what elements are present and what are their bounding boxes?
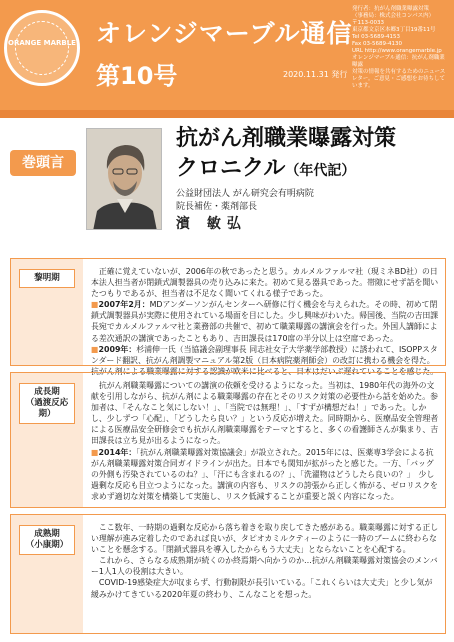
article-title-line2: クロニクル — [176, 156, 286, 181]
issue-number: 第10号 — [96, 62, 178, 90]
paragraph: 抗がん剤職業曝露についての講演の依頼を受けるようになった。当初は、1980年代の海外の文献を引用しながら、抗がん剤による職業曝露の存在とそのリスク対策の必要性から話を始めた。参加者は、「そんなこと気にしない！」、「当院では無理！」、「すずが構想だね！」であった。しかし、少しずつ「心配」、「どうしたら良い？」という反応が増えた。同時期から、医療品安全管理者による医療品安全研修会でも抗がん剤職業曝露をテーマとすると、多くの看護師さんが集まり、吉田課長は立ち見が出るようになった。 — [91, 381, 439, 446]
orange-marble-logo — [4, 10, 80, 86]
paragraph-lead: 2007年2月： — [98, 300, 150, 310]
newsletter-title: オレンジマーブル通信 — [96, 19, 353, 48]
paragraph: これから、さらなる成熟期が続くのか終焉期へ向かうのか…抗がん剤職業曝露対策協会のメンバー1人1人の役割は大きい。 — [91, 556, 438, 577]
paragraph-text: 杉浦伸一氏（当協議会副理事長 同志社女子大学薬学部教授）に誘われて、ISOPPスタンダード翻訳、抗がん剤調製マニュアル第2版（日本病院薬剤師会）の改訂に携わる機会を得た。抗がん剤による職業曝露に対する認識が欧米に比べると、日本はだいぶ遅れていることを感じた。 — [91, 344, 439, 376]
paragraph: ここ数年、一時期の過剰な反応から落ち着きを取り戻してきた感がある。職業曝露に対する正しい理解が進み定着したのであれば良いが、タピオカミルクティーのように一時のブームに終わらないことを懸念する。「閉鎖式器具を導入したからもう大丈夫」とならないことを心配する。 — [91, 523, 439, 555]
square-bullet-icon: ■ — [91, 300, 99, 310]
section-box-maturity — [10, 514, 446, 634]
paragraph-text: 「抗がん剤職業曝露対策協議会」が設立された。2015年には、医薬専3学会による抗がん剤職業曝露対策合同ガイドラインが出た。日本でも関知が拡がったと感じた。一方、「バッグの外側も汚染されているのね？」、「汗にも含まれるの？」、「洗濯物はどうしたら良いの？」 少し過剰な反応も目立つようになった。講演の内容も、リスクの誇張から正しく怖がる、ゼロリスクを求めず適切な対策を構築して実施し、リスク低減することが重要と説く内容になった。 — [91, 447, 438, 501]
paragraph: 正確に覚えていないが、2006年の秋であったと思う。カルメルファルマ社（現ミネBD社）の日本法人担当者が閉鎖式調製器具の売り込みに来た。初めて見る器具であった。帯隙にせず話を聞いたつもりであるが、担当者は不足なく聞いてくれる様子であった。 — [91, 267, 439, 299]
portrait-icon — [87, 129, 162, 230]
paragraph-text: MDアンダーソンがんセンターへ研修に行く機会を与えられた。その時、初めて閉鎖式調製器具が実際に使用されている場面を目にした。少し興味がわいた。帰国後、当院の吉田課長宛でカルメルファルマ社と業務部の共催で、初めて職業曝露の講演会を行った。外国人講師による差次通訳の講演であったこともあり、吉田課長は170席の半分以上は空席であった。 — [91, 300, 439, 343]
section-label: 巻頭言 — [10, 150, 76, 176]
section-side — [11, 259, 83, 365]
logo-text: ORANGE MARBLE — [8, 39, 76, 47]
paragraph: COVID-19感染症大が収まらず、行動制限が長引いている。「これくらいは大丈夫」と少し気が緩みかけてきている2020年夏の終わり、こんなことを想った。 — [91, 578, 433, 599]
author-name: 濱 敏弘 — [176, 216, 247, 232]
article-title — [176, 124, 396, 186]
header-stripe — [0, 110, 454, 118]
paragraph-lead: 2014年： — [98, 447, 137, 457]
logo-ring — [15, 21, 69, 75]
section-side — [11, 373, 83, 507]
article-title-line1: 抗がん剤職業曝露対策 — [176, 126, 397, 151]
section-period-label: 黎明期 — [19, 269, 75, 288]
section-box-dawn — [10, 258, 446, 376]
paragraph — [91, 447, 439, 502]
section-period-label: 成熟期 （小康期） — [19, 525, 75, 555]
section-body — [91, 266, 439, 377]
section-body — [91, 522, 439, 600]
section-box-growth — [10, 372, 446, 508]
square-bullet-icon: ■ — [91, 447, 99, 457]
author-photo — [86, 128, 162, 230]
article-title-sub: （年代記） — [285, 163, 356, 179]
newsletter-header — [0, 0, 454, 118]
section-side — [11, 515, 83, 633]
paragraph-lead: 2009年： — [98, 344, 137, 354]
section-body — [91, 380, 439, 502]
paragraph — [91, 299, 439, 343]
issue-date: 2020.11.31 発行 — [283, 70, 348, 79]
author-affiliation: 公益財団法人 がん研究会有明病院 院長補佐・薬剤部長 — [176, 189, 314, 212]
square-bullet-icon: ■ — [91, 344, 99, 354]
section-period-label: 成長期 （過渡反応期） — [19, 383, 75, 424]
publisher-info: 発行者：抗がん剤職業曝露対策 （事務局：株式会社コンパス内） 〒113-0033 東京都文京区本郷3丁目19番11号 Tel 03-5689-4153 Fax 03-5689-4130 URL http://www.orangemarble.jp オレンジマーブル通信：抗がん剤職業曝露 対策の情報を共有するためのニュース レター。ご意見・ご感想をお待ちしています。 — [352, 6, 446, 89]
